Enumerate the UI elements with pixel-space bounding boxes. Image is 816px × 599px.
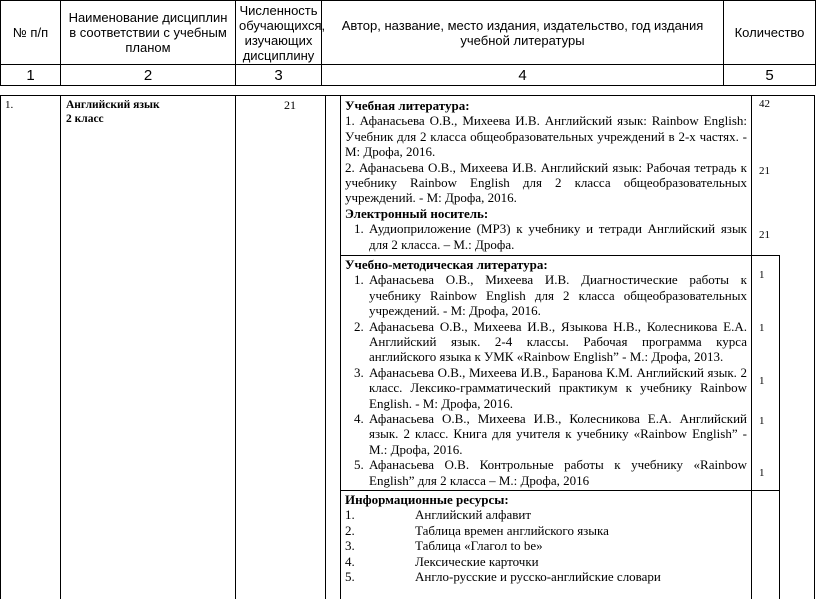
textbook-item: 1. Афанасьева О.В., Михеева И.В. Английский язык: Rainbow English: Учебник для 2 класса общеобразовательных учреждений в 2-х частях. - М: Дрофа, 2016. xyxy=(345,113,747,160)
quantity-value: 1 xyxy=(759,415,765,427)
header-index-2: 2 xyxy=(61,65,236,86)
section-divider xyxy=(340,255,780,256)
electronic-item: 1. Аудиоприложение (MP3) к учебнику и тетради Английский язык для 2 класса. – М.: Дрофа. xyxy=(367,221,747,252)
quantity-value: 21 xyxy=(759,229,770,241)
header-number: № п/п xyxy=(1,1,61,65)
quantity-value: 1 xyxy=(759,467,765,479)
header-literature: Автор, название, место издания, издательство, год издания учебной литературы xyxy=(322,1,724,65)
info-item-number: 3. xyxy=(345,538,355,554)
quantity-value: 42 xyxy=(759,98,770,110)
info-item xyxy=(345,554,747,569)
section-divider xyxy=(340,490,780,491)
methodical-item: 2. Афанасьева О.В., Михеева И.В., Языкова Н.В., Колесникова Е.А. Английский язык. 2-4 классы. Рабочая программа курса английского языка к УМК «Rainbow English” - М.: Дрофа, 2013. xyxy=(367,319,747,365)
info-item xyxy=(345,538,747,553)
students-count: 21 xyxy=(284,98,296,112)
methodical-heading: Учебно-методическая литература: xyxy=(345,257,548,272)
subject-line: Английский язык xyxy=(66,99,160,111)
textbooks-heading: Учебная литература: xyxy=(345,98,470,113)
info-item-text: Английский алфавит xyxy=(415,507,532,523)
quantity-value: 1 xyxy=(759,375,765,387)
grid-line xyxy=(340,95,341,599)
body-top-border xyxy=(0,95,815,96)
row-number: 1. xyxy=(5,99,14,111)
header-index-4: 4 xyxy=(322,65,724,86)
header-discipline: Наименование дисциплин в соответствии с учебным планом xyxy=(61,1,236,65)
info-item-text: Таблица «Глагол to be» xyxy=(415,538,543,554)
subject-grade: 2 класс xyxy=(66,113,104,125)
info-heading: Информационные ресурсы: xyxy=(345,492,509,507)
header-index-5: 5 xyxy=(724,65,816,86)
header-quantity: Количество xyxy=(724,1,816,65)
info-item-text: Таблица времен английского языка xyxy=(415,522,609,538)
quantity-value: 21 xyxy=(759,165,770,177)
methodical-item: 4. Афанасьева О.В., Михеева И.В., Колесникова Е.А. Английский язык. 2 класс. Книга для учителя к учебнику «Rainbow English” - М.: Дрофа, 2016. xyxy=(367,411,747,457)
header-index-1: 1 xyxy=(1,65,61,86)
textbook-item: 2. Афанасьева О.В., Михеева И.В. Английский язык: Рабочая тетрадь к учебнику Rainbow English для 2 класса общеобразовательных учреждений. - М: Дрофа, 2016. xyxy=(345,159,747,206)
info-item xyxy=(345,507,747,522)
grid-line xyxy=(60,95,61,599)
info-item-number: 4. xyxy=(345,553,355,569)
info-item-number: 5. xyxy=(345,569,355,585)
grid-line xyxy=(325,95,326,599)
info-item-number: 2. xyxy=(345,522,355,538)
grid-line xyxy=(751,95,752,599)
info-item-text: Англо-русские и русско-английские словари xyxy=(415,569,661,585)
methodical-item: 1. Афанасьева О.В., Михеева И.В. Диагностические работы к учебнику Rainbow English для 2 класса общеобразовательных учреждений. - М: Дрофа, 2016. xyxy=(367,272,747,318)
header-students: Численность обучающихся, изучающих дисциплину xyxy=(236,1,322,65)
methodical-item: 5. Афанасьева О.В. Контрольные работы к учебнику «Rainbow English” для 2 класса – М.: Дрофа, 2016 xyxy=(367,457,747,488)
grid-line xyxy=(779,255,780,599)
header-index-3: 3 xyxy=(236,65,322,86)
subject-name xyxy=(66,98,160,126)
info-item xyxy=(345,569,747,584)
methodical-item: 3. Афанасьева О.В., Михеева И.В., Баранова К.М. Английский язык. 2 класс. Лексико-грамматический практикум к учебнику Rainbow English. - М: Дрофа, 2016. xyxy=(367,365,747,411)
electronic-heading: Электронный носитель: xyxy=(345,205,489,221)
info-item xyxy=(345,523,747,538)
grid-line xyxy=(0,95,1,599)
grid-line xyxy=(235,95,236,599)
quantity-value: 1 xyxy=(759,322,765,334)
info-item-number: 1. xyxy=(345,507,355,523)
methodical-section xyxy=(345,257,747,488)
info-section xyxy=(345,492,747,584)
textbooks-section xyxy=(345,98,747,252)
quantity-value: 1 xyxy=(759,269,765,281)
grid-line xyxy=(814,95,815,599)
info-item-text: Лексические карточки xyxy=(415,553,539,569)
header-table xyxy=(0,0,816,86)
